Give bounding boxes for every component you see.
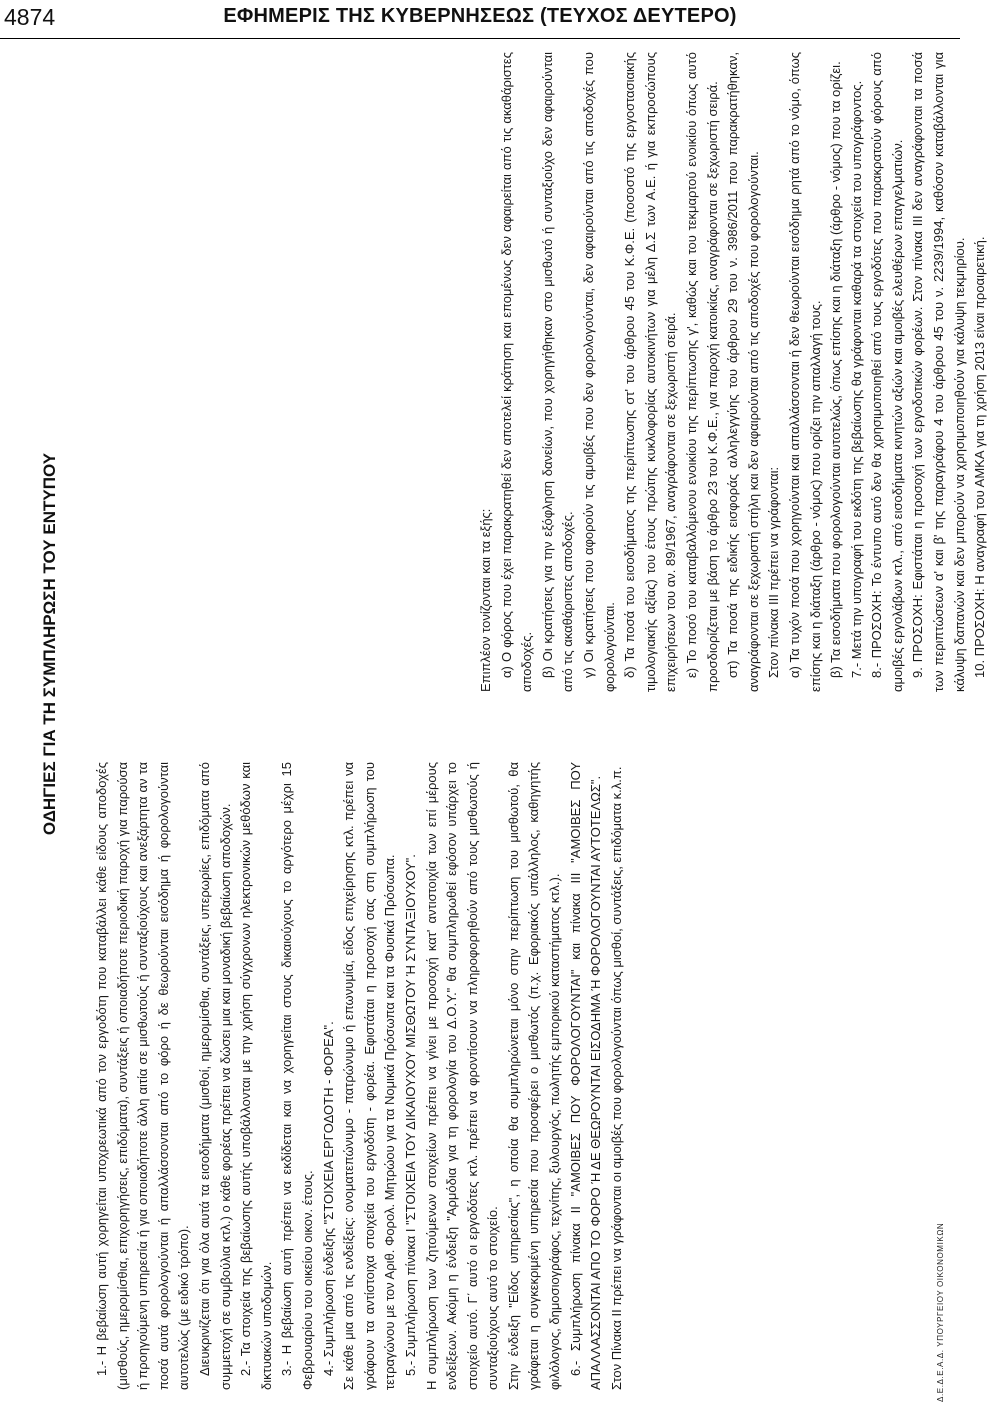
- paragraph: ε) Το ποσό του καταβαλλόμενου ενοικίου της περίπτωσης γ', καθώς και του τεκμαρτού ενοικίου όπως αυτό προσδιορίζεται με βάση το άρθρο 23 του Κ.Φ.Ε., για παροχή κατοικίας, αναγράφονται σε ξεχωριστή σειρά.: [683, 52, 720, 692]
- paragraph: 2.- Τα στοιχεία της βεβαίωσης αυτής υποβάλλονται με την χρήση σύγχρονων ηλεκτρονικών μεθόδων και δικτυακών υποδομών.: [238, 762, 274, 1390]
- right-column: [476, 52, 991, 692]
- page-header: [0, 0, 960, 39]
- rotated-document: [0, 38, 988, 1404]
- paragraph: β) Οι κρατήσεις για την εξόφληση δανείων, που χορηγήθηκαν στο μισθωτό ή συνταξιούχο δεν αφαιρούνται από τις ακαθάριστες αποδοχές.: [539, 52, 576, 692]
- paragraph: α) Τα τυχόν ποσά που χορηγούνται και απαλλάσσονται ή δεν θεωρούνται εισόδημα ρητά από το νόμο, όπως επίσης και η διάταξη (άρθρο - νόμος) που ορίζει την απαλλαγή τους.: [786, 52, 823, 692]
- paragraph: Στον Πίνακα ΙΙ πρέπει να γράφονται οι αμοιβές που φορολογούνται όπως μισθοί, συντάξεις, επιδόματα κ.λ.π.: [608, 766, 624, 1390]
- paragraph: Στην ένδειξη "Είδος υπηρεσίας", η οποία θα συμπληρώνεται μόνο στην περίπτωση του μισθωτού, θα γράφεται η συγκεκριμένη υπηρεσία που προσφέρει ο μισθωτός (π.χ. Εφοριακός υπάλληλος, καθηγητής φιλόλογος, δημοσιογράφος, τεχνίτης, ξυλουργός, πωλητής εμπορικού καταστήματος κτλ.).: [505, 762, 563, 1390]
- paragraph: Διευκρινίζεται ότι για όλα αυτά τα εισοδήματα (μισθοί, ημερομίσθια, συντάξεις, υπερωρίες, επιδόματα από συμμετοχή σε συμβούλια κτλ.) ο κάθε φορέας πρέπει να δώσει μια και μοναδική βεβαίωση αποδοχών.: [196, 762, 233, 1390]
- paragraph: 4.- Συμπλήρωση ένδειξης "ΣΤΟΙΧΕΙΑ ΕΡΓΟΔΟΤΗ - ΦΟΡΕΑ".: [320, 1021, 336, 1376]
- paragraph: α) Ο φόρος που έχει παρακρατηθεί δεν αποτελεί κράτηση και επομένως δεν αφαιρείται από τις ακαθάριστες αποδοχές.: [498, 52, 535, 692]
- paragraph: β) Τα εισοδήματα που φορολογούνται αυτοτελώς, όπως επίσης και η διάταξη (άρθρο - νόμος) που τα ορίζει.: [828, 61, 844, 678]
- paragraph: δ) Τα ποσά του εισοδήματος της περίπτωσης στ' του άρθρου 45 του Κ.Φ.Ε. (ποσοστό της εργοστασιακής τιμολογιακής αξίας) του έτους πρώτης κυκλοφορίας αυτοκινήτων για μέλη Δ.Σ των Α.Ε. ή για εκπροσώπους επιχειρήσεων του αν. 89/1967, αναγράφονται σε ξεχωριστή σειρά.: [622, 52, 679, 692]
- paragraph: Η συμπλήρωση των ζητούμενων στοιχείων πρέπει να γίνει με προσοχή κατ' αντιστοιχία των επί μέρους ενδείξεων. Ακόμη η ένδειξη "Αρμόδια για τη φορολογία του Δ.Ο.Υ." θα συμπληρωθεί εφόσον υπάρχει το στοιχείο αυτό. Γ΄ αυτό οι εργοδότες κτλ. πρέπει να φροντίσουν να πληροφορηθούν από τους μισθωτούς ή συνταξιούχους αυτό το στοιχείο.: [423, 762, 501, 1390]
- left-column: [92, 762, 627, 1390]
- paragraph: 9. ΠΡΟΣΟΧΗ: Εφιστάται η προσοχή των εργοδοτικών φορέων. Στον πίνακα ΙΙΙ δεν αναγράφονται τα ποσά των περιπτώσεων α' και β' της παραγράφου 4 του άρθρου 45 του ν. 2239/1994, καθόσον καταβάλλονται για κάλυψη δαπανών και δεν μπορούν να χρησιμοποιηθούν για κάλυψη τεκμηρίου.: [910, 52, 967, 692]
- paragraph: 3.- Η βεβαίωση αυτή πρέπει να εκδίδεται και να χορηγείται στους δικαιούχους το αργότερο μέχρι 15 Φεβρουαρίου του οικείου οικον. έτους.: [279, 762, 315, 1390]
- paragraph: στ) Τα ποσά της ειδικής εισφοράς αλληλεγγύης του άρθρου 29 του ν. 3986/2011 που παρακρατήθηκαν, αναγράφονται σε ξεχωριστή στήλη και δεν αφαιρούνται από τις αποδοχές που φορολογούνται.: [725, 52, 761, 692]
- paragraph: Σε κάθε μια από τις ενδείξεις: ονοματεπώνυμο - πατρώνυμο ή επωνυμία, είδος επιχείρησης κτλ. πρέπει να γράφουν τα αντίστοιχα στοιχεία του εργοδότη - φορέα. Εφιστάται η προσοχή σας στη συμπλήρωση του τετραγώνου με τον Αριθ. Φορολ. Μητρώου για τα Νομικά Πρόσωπα και τα Φυσικά Πρόσωπα.: [341, 762, 398, 1390]
- paragraph: Στον πίνακα ΙΙΙ πρέπει να γράφονται:: [766, 466, 782, 678]
- paragraph: 5.- Συμπλήρωση πίνακα Ι "ΣΤΟΙΧΕΙΑ ΤΟΥ ΔΙΚΑΙΟΥΧΟΥ ΜΙΣΘΩΤΟΥ Ή ΣΥΝΤΑΞΙΟΥΧΟΥ".: [402, 854, 418, 1376]
- paragraph: γ) Οι κρατήσεις που αφορούν τις αμοιβές που δεν φορολογούνται, δεν αφαιρούνται από τις αποδοχές που φορολογούνται.: [580, 52, 617, 692]
- paragraph: 1.- Η βεβαίωση αυτή χορηγείται υποχρεωτικά από τον εργοδότη που καταβάλλει κάθε είδους αποδοχές (μισθούς, ημερομίσθια, επιχορηγήσεις, επιδόματα), συντάξεις ή οποιαδήποτε περιοδική παροχή για παρούσα ή προηγούμενη υπηρεσία ή για οποιαδήποτε άλλη αιτία σε μισθωτούς ή συνταξιούχους και ανεξάρτητα αν τα ποσά αυτά φορολογούνται ή απαλλάσσονται από το φόρο ή δε θεωρούνται εισόδημα ή φορολογούνται αυτοτελώς (με ειδικό τρόπο).: [94, 762, 192, 1390]
- gazette-title: ΕΦΗΜΕΡΙΣ ΤΗΣ ΚΥΒΕΡΝΗΣΕΩΣ (ΤΕΥΧΟΣ ΔΕΥΤΕΡΟ): [223, 5, 737, 27]
- paragraph: 7.- Μετά την υπογραφή του εκδότη της βεβαίωσης θα γράφονται καθαρά τα στοιχεία του υπογράφοντος.: [848, 80, 864, 678]
- instructions-title: ΟΔΗΓΙΕΣ ΓΙΑ ΤΗ ΣΥΜΠΛΗΡΩΣΗ ΤΟΥ ΕΝΤΥΠΟΥ: [40, 452, 59, 836]
- footer-note: Δ.Ε.Δ.Ε.Α.Δ. ΥΠΟΥΡΓΕΙΟΥ ΟΙΚΟΝΟΜΙΚΩΝ: [936, 1222, 945, 1402]
- paragraph: 10. ΠΡΟΣΟΧΗ: Η αναγραφή του ΑΜΚΑ για τη χρήση 2013 είναι προαιρετική.: [972, 236, 988, 678]
- page-number: 4874: [4, 4, 56, 30]
- paragraph: Επιπλέον τονίζονται και τα εξής:: [478, 508, 493, 692]
- paragraph: 6.- Συμπλήρωση πίνακα ΙΙ "ΑΜΟΙΒΕΣ ΠΟΥ ΦΟΡΟΛΟΓΟΥΝΤΑΙ" και πίνακα ΙΙΙ "ΑΜΟΙΒΕΣ ΠΟΥ ΑΠΑΛΛΑΣΣΟΝΤΑΙ ΑΠΟ ΤΟ ΦΟΡΟ Ή ΔΕ ΘΕΩΡΟΥΝΤΑΙ ΕΙΣΟΔΗΜΑ Ή ΦΟΡΟΛΟΓΟΥΝΤΑΙ ΑΥΤΟΤΕΛΩΣ".: [567, 762, 604, 1390]
- paragraph: 8.- ΠΡΟΣΟΧΗ: Το έντυπο αυτό δεν θα χρησιμοποιηθεί από τους εργοδότες που παρακρατούν φόρους από αμοιβές εργολάβων κτλ., από εισοδήματα κινητών αξιών και αμοιβές ελευθέρων επαγγελματιών.: [869, 52, 905, 692]
